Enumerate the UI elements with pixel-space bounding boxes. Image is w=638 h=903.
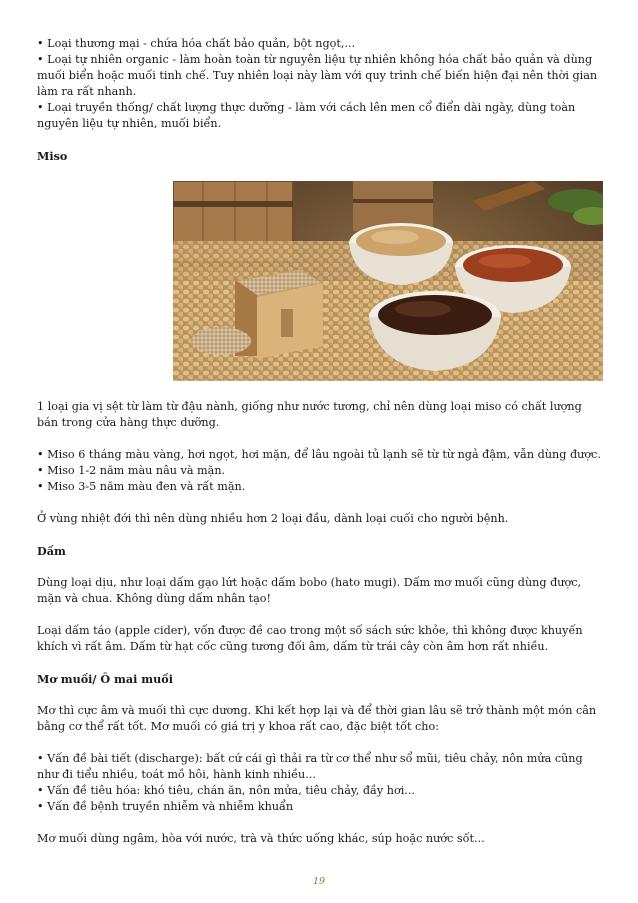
document-page bbox=[37, 36, 603, 847]
section-heading-giam: Dấm bbox=[37, 544, 66, 558]
intro-bullet: • Loại tự nhiên organic - làm hoàn toàn từ nguyên liệu tự nhiên không hóa chất bảo quản và dùng muối biển hoặc muối tinh chế. Tuy nhiên loại này làm với quy trình chế biến hiện đại nên thời gian làm ra rất nhanh. bbox=[37, 53, 598, 98]
mo-muoi-bullet: • Vấn đề bệnh truyền nhiễm và nhiễm khuẩn bbox=[37, 800, 294, 813]
miso-bullet: • Miso 6 tháng màu vàng, hơi ngọt, hơi mặn, để lâu ngoài tủ lạnh sẽ từ từ ngả đậm, vẫn dùng được. bbox=[37, 448, 601, 461]
mo-muoi-paragraph-1: Mơ thì cực âm và muối thì cực dương. Khi kết hợp lại và để thời gian lâu sẽ trở thành một món cân bằng cơ thể rất tốt. Mơ muối có giá trị y khoa rất cao, đặc biệt tốt cho: bbox=[37, 704, 597, 733]
miso-bullet: • Miso 3-5 năm màu đen và rất mặn. bbox=[37, 480, 246, 493]
miso-photo bbox=[173, 181, 603, 381]
giam-paragraph-1: Dùng loại dịu, như loại dấm gạo lứt hoặc dấm bobo (hato mugi). Dấm mơ muối cũng dùng được, mặn và chua. Không dùng dấm nhân tạo! bbox=[37, 576, 582, 605]
mo-muoi-paragraph-2: Mơ muối dùng ngâm, hòa với nước, trà và thức uống khác, súp hoặc nước sốt... bbox=[37, 832, 485, 845]
miso-note: Ở vùng nhiệt đới thì nên dùng nhiều hơn 2 loại đầu, dành loại cuối cho người bệnh. bbox=[37, 512, 509, 525]
section-heading-miso: Miso bbox=[37, 149, 68, 163]
miso-description: 1 loại gia vị sệt từ làm từ đậu nành, giống như nước tương, chỉ nên dùng loại miso có chất lượng bán trong cửa hàng thực dưỡng. bbox=[37, 400, 582, 429]
section-heading-mo-muoi: Mơ muối/ Ô mai muối bbox=[37, 672, 173, 686]
mo-muoi-bullet: • Vấn đề tiêu hóa: khó tiêu, chán ăn, nôn mửa, tiêu chảy, đầy hơi... bbox=[37, 784, 415, 797]
miso-illustration bbox=[173, 181, 603, 381]
intro-bullet: • Loại thương mại - chứa hóa chất bảo quản, bột ngọt,... bbox=[37, 37, 356, 50]
miso-bullet: • Miso 1-2 năm màu nâu và mặn. bbox=[37, 464, 226, 477]
giam-paragraph-2: Loại dấm táo (apple cider), vốn được đề cao trong một số sách sức khỏe, thì không được khuyến khích vì rất âm. Dấm từ hạt cốc cũng tương đối âm, dấm từ trái cây còn âm hơn rất nhiều. bbox=[37, 624, 583, 653]
mo-muoi-bullet: • Vấn đề bài tiết (discharge): bất cứ cái gì thải ra từ cơ thể như sổ mũi, tiêu chảy, nôn mửa cũng như đi tiểu nhiều, toát mồ hôi, hành kinh nhiều... bbox=[37, 752, 583, 781]
page-number: 19 bbox=[312, 876, 326, 887]
intro-bullet: • Loại truyền thống/ chất lượng thực dưỡng - làm với cách lên men cổ điển dài ngày, dùng toàn nguyên liệu tự nhiên, muối biển. bbox=[37, 101, 576, 130]
